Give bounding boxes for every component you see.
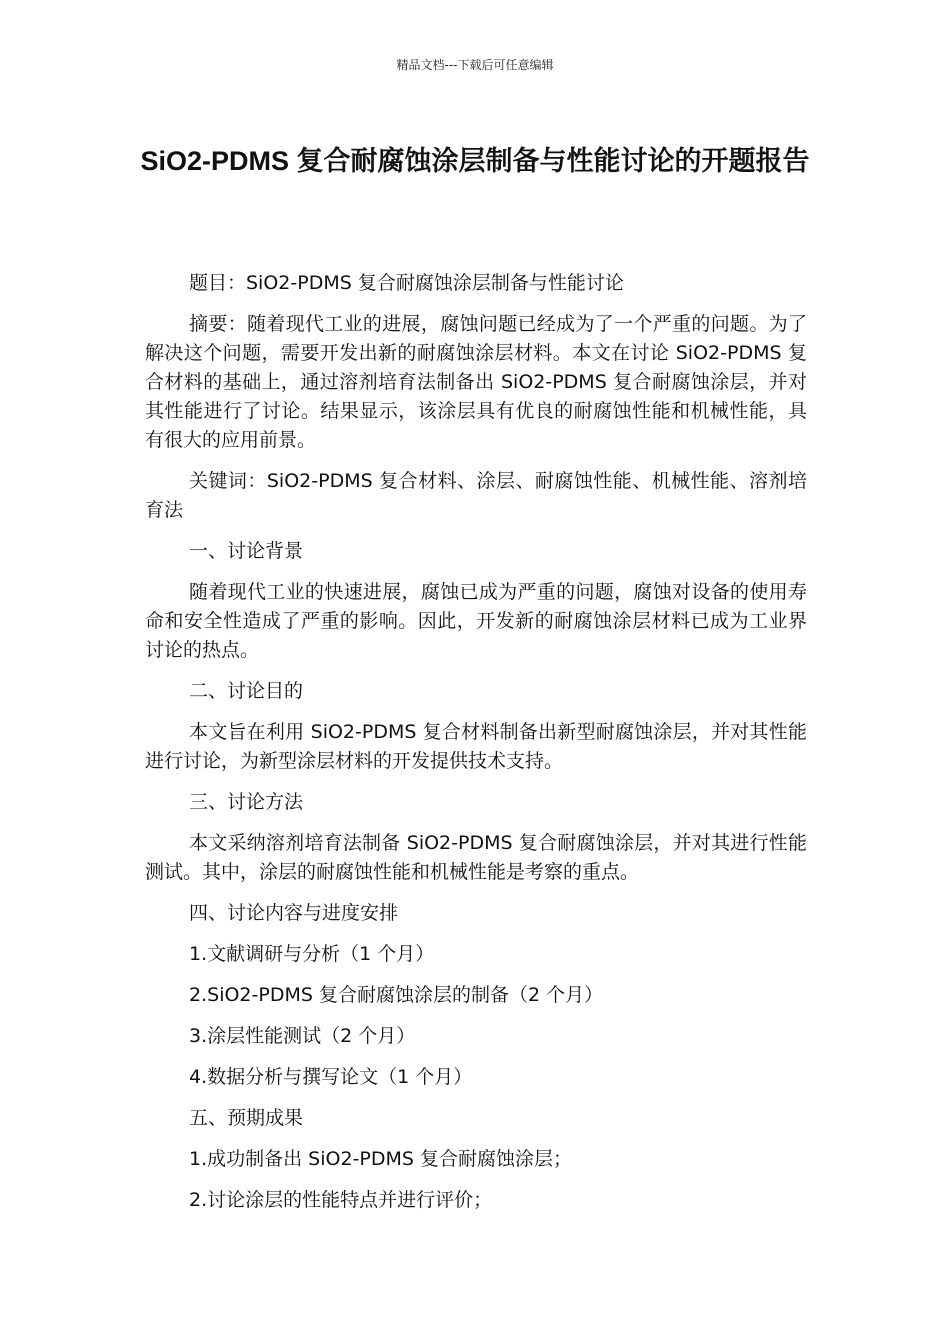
section-heading-outcomes: 五、预期成果 bbox=[189, 1107, 304, 1129]
outcome-item-2: 2.讨论涂层的性能特点并进行评价； bbox=[189, 1189, 493, 1211]
paragraph-purpose: 本文旨在利用 SiO2-PDMS 复合材料制备出新型耐腐蚀涂层，并对其性能进行讨论，为新型涂层材料的开发提供技术支持。 bbox=[145, 721, 807, 772]
page-header: 精品文档---下载后可任意编辑 bbox=[396, 58, 554, 72]
schedule-item-1: 1.文献调研与分析（1 个月） bbox=[189, 943, 435, 965]
section-heading-method: 三、讨论方法 bbox=[189, 791, 304, 813]
schedule-item-3: 3.涂层性能测试（2 个月） bbox=[189, 1025, 416, 1047]
section-heading-purpose: 二、讨论目的 bbox=[189, 680, 304, 702]
schedule-item-4: 4.数据分析与撰写论文（1 个月） bbox=[189, 1066, 473, 1088]
paragraph-background: 随着现代工业的快速进展，腐蚀已成为严重的问题，腐蚀对设备的使用寿命和安全性造成了严重的影响。因此，开发新的耐腐蚀涂层材料已成为工业界讨论的热点。 bbox=[145, 581, 807, 661]
schedule-item-2: 2.SiO2-PDMS 复合耐腐蚀涂层的制备（2 个月） bbox=[189, 984, 604, 1006]
paragraph-topic: 题目：SiO2-PDMS 复合耐腐蚀涂层制备与性能讨论 bbox=[189, 272, 624, 294]
paragraph-keywords: 关键词：SiO2-PDMS 复合材料、涂层、耐腐蚀性能、机械性能、溶剂培育法 bbox=[145, 470, 807, 521]
paragraph-abstract: 摘要：随着现代工业的进展，腐蚀问题已经成为了一个严重的问题。为了解决这个问题，需要开发出新的耐腐蚀涂层材料。本文在讨论 SiO2-PDMS 复合材料的基础上，通过溶剂培育法制备出 SiO2-PDMS 复合耐腐蚀涂层，并对其性能进行了讨论。结果显示，该涂层具有优良的耐腐蚀性能和机械性能，具有很大的应用前景。 bbox=[145, 313, 807, 451]
section-heading-background: 一、讨论背景 bbox=[189, 540, 304, 562]
document-title: SiO2-PDMS 复合耐腐蚀涂层制备与性能讨论的开题报告 bbox=[140, 146, 810, 176]
document-body bbox=[145, 269, 807, 1227]
section-heading-schedule: 四、讨论内容与进度安排 bbox=[189, 902, 399, 924]
outcome-item-1: 1.成功制备出 SiO2-PDMS 复合耐腐蚀涂层； bbox=[189, 1148, 572, 1170]
paragraph-method: 本文采纳溶剂培育法制备 SiO2-PDMS 复合耐腐蚀涂层，并对其进行性能测试。其中，涂层的耐腐蚀性能和机械性能是考察的重点。 bbox=[145, 832, 807, 883]
